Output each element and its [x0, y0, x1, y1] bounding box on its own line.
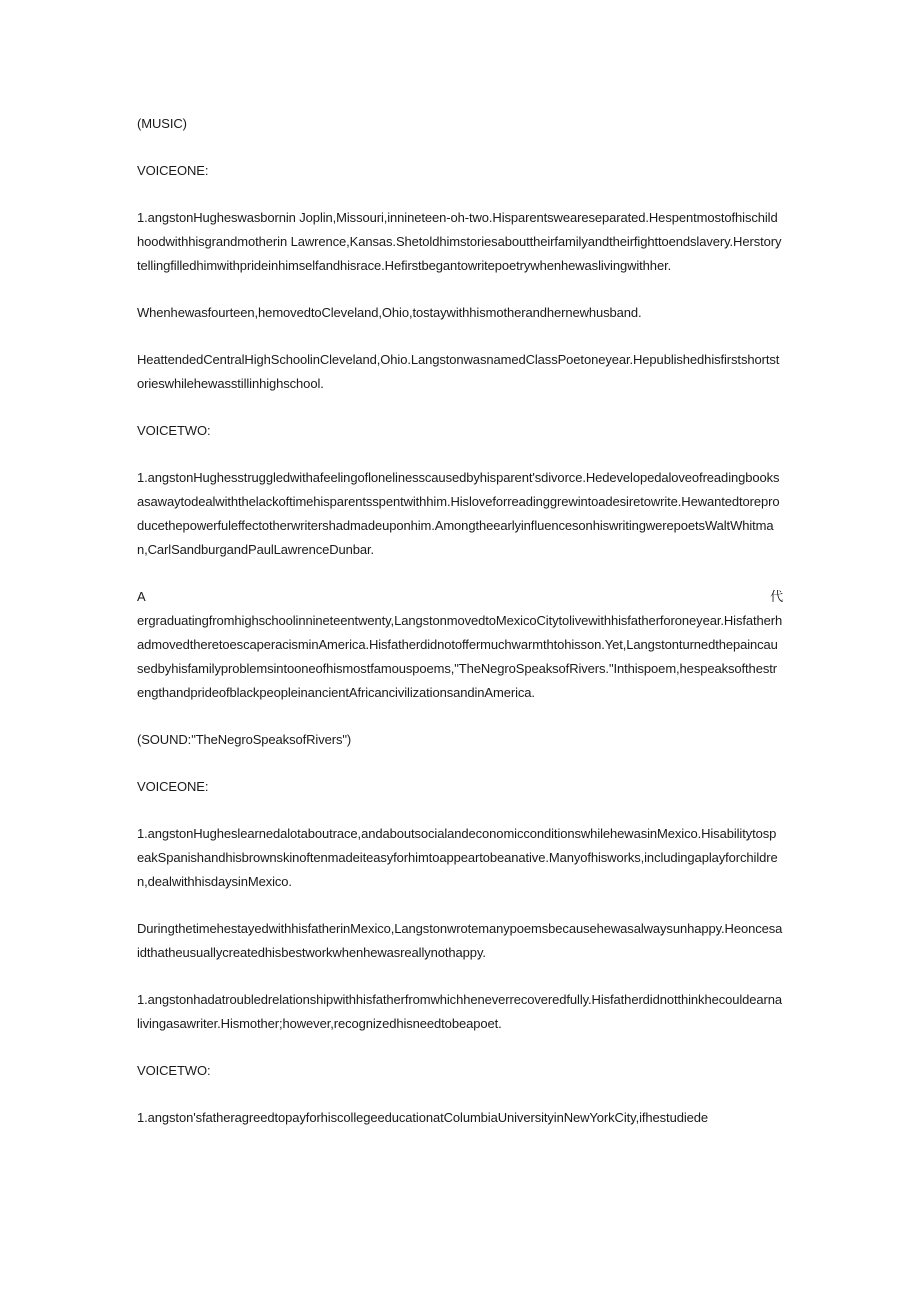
paragraph-sound-cue: (SOUND:"TheNegroSpeaksofRivers") [137, 732, 352, 747]
paragraph-early-life: 1.angstonHugheswasbornin Joplin,Missouri,innineteen-oh-two.Hisparentsweareseparated.Hespentmostofhischildhoodwithhisgrandmotherin Lawrence,Kansas.Shetoldhimstoriesabouttheirfamilyandtheirfighttoendslavery.Herstorytellingfilledhimwithprideinhimselfandhisrace.Hefirstbegantowritepoetrywhenhewaslivingwithher. [137, 210, 782, 273]
paragraph-voice-two-heading: VOICETWO: [137, 423, 211, 438]
paragraph-high-school: HeattendedCentralHighSchoolinCleveland,Ohio.LangstonwasnamedClassPoetoneyear.Hepublishedhisfirstshortstorieswhilehewasstillinhighschool. [137, 352, 780, 391]
paragraph-voice-two-heading-2: VOICETWO: [137, 1063, 211, 1078]
paragraph-unhappy-poems: DuringthetimehestayedwithhisfatherinMexico,Langstonwrotemanypoemsbecausehewasalwaysunhappy.Heoncesaidthatheusuallycreatedhisbestworkwhenhewasreallynothappy. [137, 921, 783, 960]
paragraph-move-to-cleveland: Whenhewasfourteen,hemovedtoCleveland,Ohio,tostaywithhismotherandhernewhusband. [137, 305, 642, 320]
paragraph-columbia: 1.angston'sfatheragreedtopayforhiscollegeeducationatColumbiaUniversityinNewYorkCity,ifhestudiede [137, 1110, 709, 1125]
split-right-glyph: 代 [770, 589, 783, 604]
paragraph-music-cue: (MUSIC) [137, 116, 187, 131]
paragraph-loneliness-and-reading: 1.angstonHughesstruggledwithafeelingoflonelinesscausedbyhisparent'sdivorce.Hedevelopedaloveofreadingbooksasawaytodealwiththelackoftimehisparentsspentwithhim.Hisloveforreadinggrewintoadesiretowrite.Hewantedtoreproducethepowerfuleffectotherwritershadmadeuponhim.AmongtheearlyinfluencesonhiswritingwerepoetsWaltWhitman,CarlSandburgandPaulLawrenceDunbar. [137, 470, 780, 557]
paragraph-voice-one-heading: VOICEONE: [137, 163, 209, 178]
document-page [137, 112, 783, 1130]
split-paragraph-body: ergraduatingfromhighschoolinnineteentwenty,LangstonmovedtoMexicoCitytolivewithhisfatherforoneyear.HisfatherhadmovedtheretoescaperacisminAmerica.Hisfatherdidnotoffermuchwarmthtohisson.Yet,Langstonturnedthepaincausedbyhisfamilyproblemsintooneofhismostfamouspoems,"TheNegroSpeaksofRivers."Inthispoem,hespeaksofthestrengthandprideofblackpeopleinancientAfricancivilizationsandinAmerica. [137, 613, 783, 700]
paragraph-mexico-learning: 1.angstonHugheslearnedalotaboutrace,andaboutsocialandeconomicconditionswhilehewasinMexico.HisabilitytospeakSpanishandhisbrownskinoftenmadeiteasyforhimtoappeartobeanative.Manyofhisworks,includingaplayforchildren,dealwithhisdaysinMexico. [137, 826, 778, 889]
split-left-glyph: A [137, 589, 146, 604]
paragraph-voice-one-heading-2: VOICEONE: [137, 779, 209, 794]
paragraph-troubled-relationship: 1.angstonhadatroubledrelationshipwithhisfatherfromwhichheneverrecoveredfully.Hisfatherdidnotthinkhecouldearnalivingasawriter.Hismother;however,recognizedhisneedtobeapoet. [137, 992, 783, 1031]
paragraph-mexico-city [137, 585, 783, 705]
split-first-line [137, 585, 783, 609]
